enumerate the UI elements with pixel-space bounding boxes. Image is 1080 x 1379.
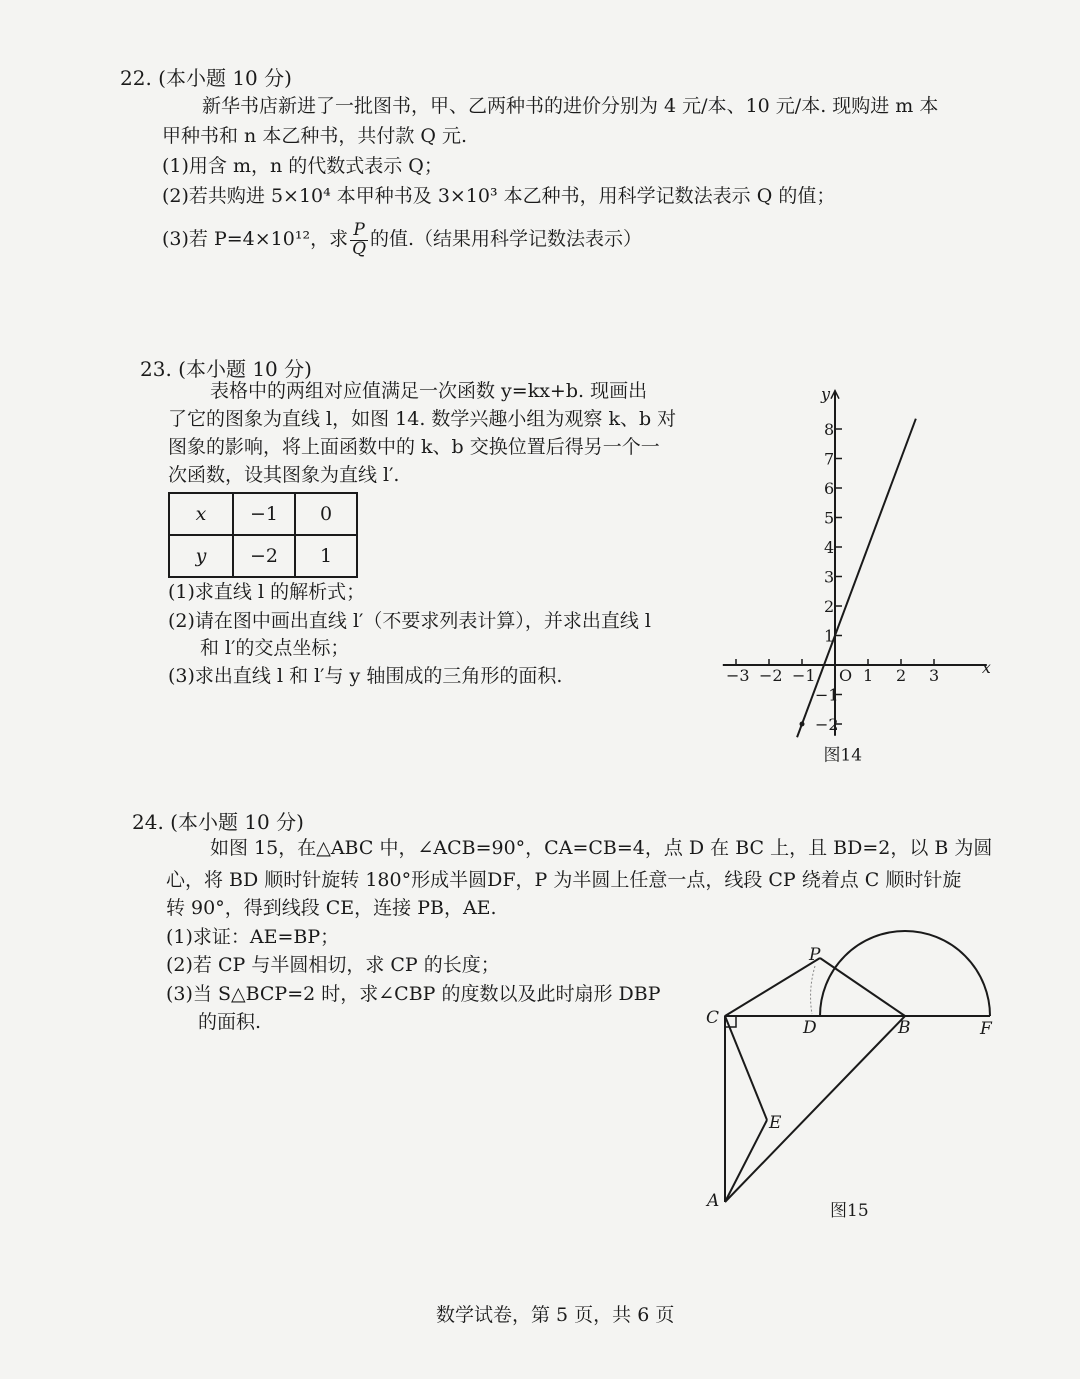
x-tick-label: 1: [863, 666, 874, 685]
label-p: P: [809, 945, 821, 965]
x-tick-label: 3: [929, 666, 940, 685]
q23-header: 23. (本小题 10 分): [140, 357, 312, 381]
table-cell: −1: [233, 493, 295, 535]
q22-header: 22. (本小题 10 分): [120, 66, 292, 90]
y-tick-label: 6: [824, 479, 835, 498]
label-a: A: [707, 1191, 720, 1211]
figure-15-caption: 图15: [830, 1201, 869, 1221]
q23-line1: 表格中的两组对应值满足一次函数 y=kx+b. 现画出: [210, 380, 648, 402]
y-tick-label: −1: [815, 685, 839, 705]
axis-label-x: x: [981, 658, 991, 677]
q23-line3: 图象的影响，将上面函数中的 k、b 交换位置后得另一个一: [168, 436, 660, 458]
q22-part3-post: 的值.（结果用科学记数法表示）: [370, 228, 643, 250]
segment-cp: [725, 958, 820, 1016]
table-cell: 0: [295, 493, 357, 535]
point-marker: [800, 722, 805, 727]
fraction-denominator: Q: [352, 238, 367, 259]
q24-line3: 转 90°，得到线段 CE，连接 PB，AE.: [166, 897, 497, 919]
value-table: [168, 492, 358, 578]
graph-line-l: [797, 419, 916, 738]
q22-part3: [162, 215, 642, 263]
segment-ab: [725, 1016, 905, 1202]
q23-part1: (1)求直线 l 的解析式；: [168, 581, 366, 603]
q22-line1: 新华书店新进了一批图书，甲、乙两种书的进价分别为 4 元/本、10 元/本. 现购进 m 本: [202, 95, 939, 117]
construction-arc: [811, 966, 815, 1014]
table-cell: x: [169, 493, 233, 535]
q24-line2: 心，将 BD 顺时针旋转 180°形成半圆DF，P 为半圆上任意一点，线段 CP 绕着点 C 顺时针旋: [166, 869, 962, 891]
segment-ea: [725, 1120, 767, 1202]
q23-part3: (3)求出直线 l 和 l′与 y 轴围成的三角形的面积.: [168, 665, 563, 687]
label-f: F: [980, 1019, 992, 1039]
fraction-numerator: P: [350, 222, 368, 241]
table-cell: 1: [295, 535, 357, 577]
q24-part1: (1)求证：AE=BP；: [166, 926, 340, 948]
segment-ce: [725, 1016, 767, 1120]
q22-part2: (2)若共购进 5×10⁴ 本甲种书及 3×10³ 本乙种书，用科学记数法表示 Q 的值；: [162, 185, 836, 207]
q23-line2: 了它的图象为直线 l，如图 14. 数学兴趣小组为观察 k、b 对: [168, 408, 677, 430]
q22-part1: (1)用含 m，n 的代数式表示 Q；: [162, 155, 443, 177]
y-tick-label: 7: [824, 449, 835, 469]
q22-part3-pre: (3)若 P=4×10¹²，求: [162, 228, 349, 250]
label-b: B: [898, 1018, 911, 1038]
q23-part2b: 和 l′的交点坐标；: [200, 637, 350, 659]
table-cell: −2: [233, 535, 295, 577]
table-row: [169, 535, 357, 577]
axis-label-y: y: [821, 384, 831, 404]
q24-line1: 如图 15，在△ABC 中，∠ACB=90°，CA=CB=4，点 D 在 BC 上，且 BD=2，以 B 为圆: [210, 837, 993, 859]
y-tick-label: 2: [824, 597, 835, 616]
y-tick-label: 5: [824, 508, 835, 528]
figure-15-geometry: [690, 920, 1020, 1230]
x-tick-label: −1: [792, 666, 816, 685]
q24-part2: (2)若 CP 与半圆相切，求 CP 的长度；: [166, 954, 500, 976]
label-d: D: [803, 1018, 817, 1038]
x-tick-label: −3: [726, 666, 750, 685]
figure-14-caption: 图14: [823, 745, 863, 766]
page-footer: 数学试卷，第 5 页，共 6 页: [436, 1304, 675, 1326]
x-tick-label: −2: [759, 666, 783, 685]
semicircle-arc: [820, 931, 990, 1016]
x-tick-label: 2: [896, 666, 907, 685]
label-e: E: [769, 1113, 782, 1133]
fraction-p-over-q: [350, 219, 368, 259]
q24-header: 24. (本小题 10 分): [132, 810, 304, 834]
q23-part2a: (2)请在图中画出直线 l′（不要求列表计算），并求出直线 l: [168, 610, 651, 632]
q23-line4: 次函数，设其图象为直线 l′.: [168, 464, 400, 486]
origin-label: O: [839, 666, 853, 685]
q24-part3a: (3)当 S△BCP=2 时，求∠CBP 的度数以及此时扇形 DBP: [166, 983, 661, 1005]
label-c: C: [706, 1008, 720, 1028]
segment-pb: [820, 958, 905, 1016]
q24-part3b: 的面积.: [198, 1011, 262, 1033]
q22-line2: 甲种书和 n 本乙种书，共付款 Q 元.: [162, 125, 468, 147]
y-tick-label: 8: [824, 420, 835, 439]
table-cell: y: [169, 535, 233, 577]
y-tick-label: −2: [815, 715, 839, 734]
table-row: [169, 493, 357, 535]
y-tick-label: 1: [824, 626, 835, 646]
figure-14-coordinate-plane: [720, 370, 1010, 770]
y-tick-label: 3: [824, 567, 835, 587]
y-tick-label: 4: [824, 538, 835, 557]
